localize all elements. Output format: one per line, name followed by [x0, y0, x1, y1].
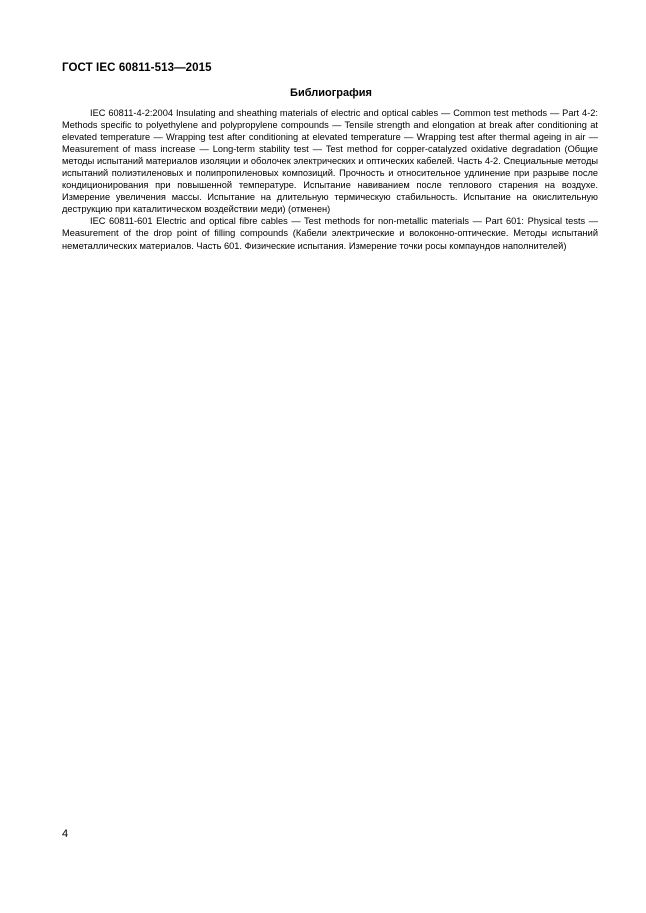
page-number: 4: [62, 828, 69, 840]
bibliography-entry: IEC 60811-601 Electric and optical fibre cables — Test methods for non-metallic materials — Part 601: Physical tests — Measurement of the drop point of filling compounds (Кабели электрические и волоконно-оптические. Методы испытаний неметаллических материалов. Часть 601. Физические испытания. Измерение точки росы компаундов наполнителей): [62, 216, 598, 251]
section-title: Библиография: [290, 87, 372, 99]
bibliography-list: [62, 107, 598, 252]
bibliography-entry: IEC 60811-4-2:2004 Insulating and sheathing materials of electric and optical cables — Common test methods — Part 4-2: Methods specific to polyethylene and polypropylene compounds — Tensile strength and elongation at break after conditioning at elevated temperature — Wrapping test after conditioning at elevated temperature — Wrapping test after thermal ageing in air — Measurement of mass increase — Long-term stability test — Test method for copper-catalyzed oxidative degradation (Общие методы испытаний материалов изоляции и оболочек электрических и оптических кабелей. Часть 4-2. Специальные методы испытаний полиэтиленовых и полипропиленовых композиций. Прочность и относительное удлинение при разрыве после кондиционирования при повышенной температуре. Испытание навиванием после теплового старения на воздухе. Измерение увеличения массы. Испытание на длительную термическую стабильность. Испытание на окислительную деструкцию при каталитическом воздействии меди) (отменен): [62, 108, 598, 215]
document-header: ГОСТ IEC 60811-513—2015: [62, 62, 212, 74]
